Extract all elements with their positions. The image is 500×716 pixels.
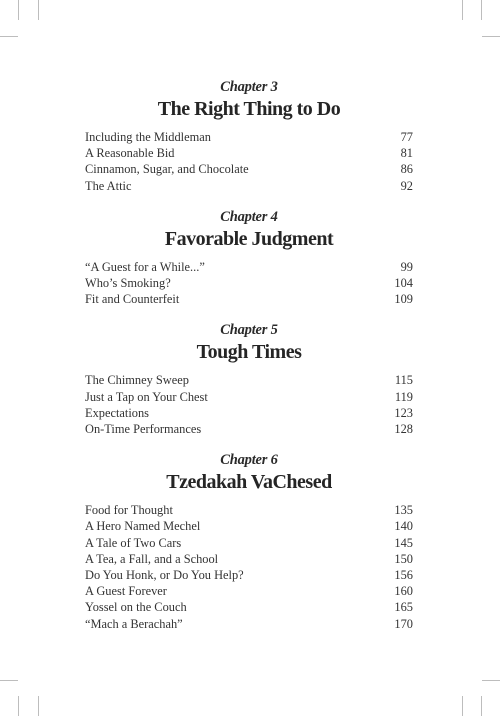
chapter-label: Chapter 3 (220, 79, 278, 95)
entry-title: Expectations (85, 405, 149, 420)
entry-page: 99 (400, 259, 413, 274)
crop-mark-bottom-right-h (482, 680, 500, 681)
entry-page: 150 (394, 551, 413, 566)
toc-entry[interactable] (85, 551, 413, 567)
toc-entry[interactable] (85, 129, 413, 145)
crop-mark-bottom-right-v2 (481, 696, 482, 716)
crop-mark-bottom-right-v (462, 696, 463, 716)
entry-page: 128 (394, 422, 413, 437)
entry-page: 160 (394, 584, 413, 599)
toc-entry[interactable] (85, 502, 413, 518)
chapter-title: Tough Times (196, 341, 302, 364)
chapter-label: Chapter 6 (220, 452, 278, 469)
toc-entry[interactable] (85, 145, 413, 161)
entry-page: 170 (394, 616, 413, 631)
toc-entry[interactable] (85, 421, 413, 437)
entry-title: The Chimney Sweep (85, 373, 189, 388)
crop-mark-top-left-v (18, 0, 19, 20)
crop-mark-top-right-v2 (481, 0, 482, 20)
crop-mark-top-left-v2 (38, 0, 39, 20)
entry-title: The Attic (85, 178, 132, 193)
entry-title: “Mach a Berachah” (85, 616, 183, 631)
crop-mark-bottom-left-h (0, 680, 18, 681)
entry-title: A Guest Forever (85, 584, 167, 599)
toc-entry[interactable] (85, 259, 413, 275)
toc-entry[interactable] (85, 583, 413, 599)
chapter-label: Chapter 4 (220, 208, 278, 225)
toc-entry[interactable] (85, 275, 413, 291)
toc-entry[interactable] (85, 599, 413, 615)
entry-page: 86 (400, 162, 413, 177)
entry-title: A Hero Named Mechel (85, 519, 201, 534)
entry-title: Just a Tap on Your Chest (85, 389, 208, 404)
entry-page: 81 (400, 146, 413, 161)
toc-entry[interactable] (85, 567, 413, 583)
entry-title: Fit and Counterfeit (85, 292, 180, 307)
entry-page: 77 (400, 130, 413, 144)
entry-page: 135 (394, 503, 413, 518)
crop-mark-top-right-h (482, 36, 500, 37)
table-of-contents (85, 78, 413, 632)
toc-entry[interactable] (85, 405, 413, 421)
entry-page: 156 (394, 568, 413, 583)
crop-mark-top-left-h (0, 36, 18, 37)
entry-page: 123 (394, 405, 413, 420)
entry-page: 104 (394, 276, 413, 291)
entry-title: Food for Thought (85, 503, 173, 518)
entry-page: 145 (394, 535, 413, 550)
entry-title: A Tale of Two Cars (85, 535, 182, 550)
toc-entry[interactable] (85, 178, 413, 194)
toc-entry[interactable] (85, 291, 413, 307)
chapter-6-section (85, 451, 413, 632)
chapter-title: Favorable Judgment (164, 227, 334, 250)
crop-mark-top-right-v (462, 0, 463, 20)
toc-entry[interactable] (85, 161, 413, 177)
entry-page: 140 (394, 519, 413, 534)
entry-title: A Reasonable Bid (85, 146, 175, 161)
toc-entry[interactable] (85, 372, 413, 388)
entry-page: 92 (400, 178, 413, 193)
entry-title: “A Guest for a While...” (85, 259, 205, 274)
chapter-label: Chapter 5 (220, 322, 278, 339)
entry-page: 165 (394, 600, 413, 615)
entry-title: Yossel on the Couch (85, 600, 187, 615)
entry-title: Who’s Smoking? (85, 276, 171, 291)
toc-entry[interactable] (85, 518, 413, 534)
chapter-3-section (85, 78, 413, 194)
entry-page: 109 (394, 292, 413, 307)
entry-title: On-Time Performances (85, 422, 202, 437)
crop-mark-bottom-left-v (18, 696, 19, 716)
entry-title: Including the Middleman (85, 130, 211, 144)
chapter-title: Tzedakah VaChesed (166, 471, 332, 494)
entry-title: Cinnamon, Sugar, and Chocolate (85, 162, 249, 177)
entry-title: Do You Honk, or Do You Help? (85, 568, 244, 583)
chapter-title: The Right Thing to Do (157, 98, 341, 120)
entry-title: A Tea, a Fall, and a School (85, 551, 219, 566)
toc-entry[interactable] (85, 535, 413, 551)
toc-entry[interactable] (85, 389, 413, 405)
chapter-5-section (85, 321, 413, 437)
entry-page: 119 (394, 389, 413, 404)
toc-entry[interactable] (85, 616, 413, 632)
chapter-4-section (85, 208, 413, 308)
entry-page: 115 (394, 373, 413, 388)
crop-mark-bottom-left-v2 (38, 696, 39, 716)
